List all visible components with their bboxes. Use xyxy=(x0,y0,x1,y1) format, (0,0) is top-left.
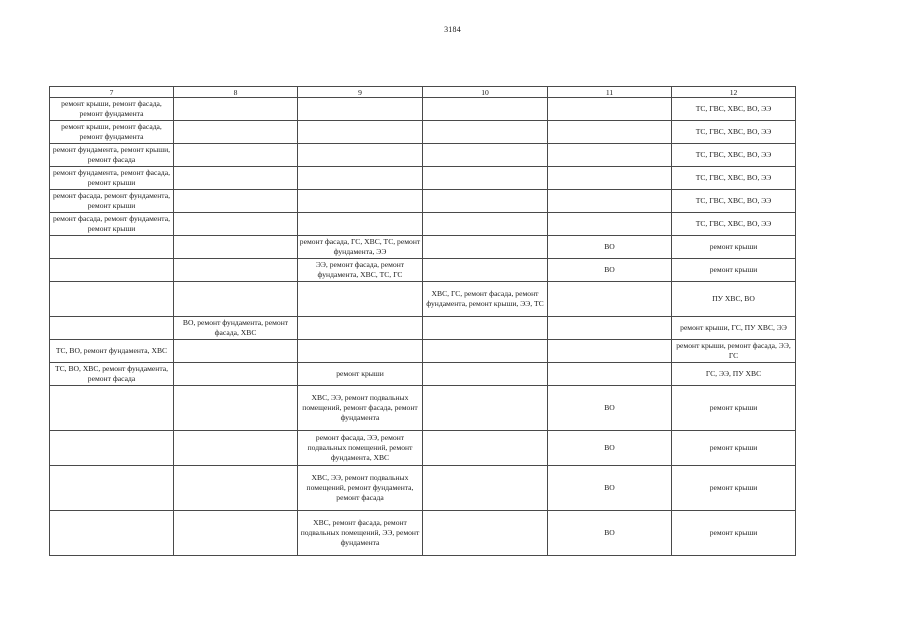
works-table xyxy=(49,86,796,556)
table-row xyxy=(50,190,796,213)
table-cell: ремонт крыши xyxy=(298,363,423,386)
table-cell xyxy=(423,431,548,466)
table-cell xyxy=(423,386,548,431)
table-cell xyxy=(423,317,548,340)
table-cell xyxy=(548,340,672,363)
table-cell xyxy=(298,282,423,317)
column-header: 7 xyxy=(50,87,174,98)
table-cell: ремонт фундамента, ремонт крыши, ремонт фасада xyxy=(50,144,174,167)
table-cell: ХВС, ЭЭ, ремонт подвальных помещений, ремонт фасада, ремонт фундамента xyxy=(298,386,423,431)
table-cell xyxy=(298,144,423,167)
table-cell xyxy=(548,144,672,167)
table-cell xyxy=(50,259,174,282)
table-cell xyxy=(423,121,548,144)
table-row xyxy=(50,121,796,144)
table-cell xyxy=(298,317,423,340)
table-cell: ТС, ГВС, ХВС, ВО, ЭЭ xyxy=(672,190,796,213)
table-cell: ремонт крыши xyxy=(672,386,796,431)
table-cell xyxy=(423,236,548,259)
table-row xyxy=(50,282,796,317)
table-cell xyxy=(174,213,298,236)
header-row xyxy=(50,87,796,98)
table-cell xyxy=(423,167,548,190)
table-cell xyxy=(50,317,174,340)
table-cell xyxy=(298,190,423,213)
table-cell xyxy=(50,386,174,431)
table-cell: ремонт фасада, ЭЭ, ремонт подвальных помещений, ремонт фундамента, ХВС xyxy=(298,431,423,466)
table-cell xyxy=(174,363,298,386)
table-cell: ТС, ГВС, ХВС, ВО, ЭЭ xyxy=(672,121,796,144)
table-cell: ВО xyxy=(548,466,672,511)
table-row xyxy=(50,259,796,282)
table-cell: ремонт крыши xyxy=(672,511,796,556)
table-cell: ТС, ГВС, ХВС, ВО, ЭЭ xyxy=(672,213,796,236)
table-cell xyxy=(174,282,298,317)
table-cell: ТС, ГВС, ХВС, ВО, ЭЭ xyxy=(672,144,796,167)
table-cell: ремонт крыши, ремонт фасада, ремонт фундамента xyxy=(50,121,174,144)
table-row xyxy=(50,466,796,511)
table-cell: ВО xyxy=(548,431,672,466)
table-cell xyxy=(298,121,423,144)
table-cell xyxy=(423,144,548,167)
table-cell: ТС, ВО, ремонт фундамента, ХВС xyxy=(50,340,174,363)
table-cell xyxy=(50,236,174,259)
table-cell xyxy=(548,167,672,190)
table-cell xyxy=(174,466,298,511)
table-row xyxy=(50,511,796,556)
table-cell xyxy=(548,98,672,121)
table-cell xyxy=(174,386,298,431)
table-cell xyxy=(174,144,298,167)
table-row xyxy=(50,98,796,121)
table-cell xyxy=(174,236,298,259)
table-cell xyxy=(423,259,548,282)
column-header: 12 xyxy=(672,87,796,98)
table-cell: ремонт фасада, ремонт фундамента, ремонт крыши xyxy=(50,190,174,213)
table-cell: ВО xyxy=(548,386,672,431)
table-cell: ремонт фундамента, ремонт фасада, ремонт крыши xyxy=(50,167,174,190)
table-cell xyxy=(50,511,174,556)
table-row xyxy=(50,144,796,167)
table-cell xyxy=(298,98,423,121)
table-cell: ВО xyxy=(548,511,672,556)
table-cell: ремонт фасада, ремонт фундамента, ремонт крыши xyxy=(50,213,174,236)
table-cell: ТС, ВО, ХВС, ремонт фундамента, ремонт фасада xyxy=(50,363,174,386)
table-body xyxy=(50,98,796,556)
table-cell xyxy=(174,190,298,213)
table-cell: ЭЭ, ремонт фасада, ремонт фундамента, ХВС, ТС, ГС xyxy=(298,259,423,282)
column-header: 11 xyxy=(548,87,672,98)
column-header: 9 xyxy=(298,87,423,98)
table-cell: ремонт крыши xyxy=(672,236,796,259)
table-cell xyxy=(174,167,298,190)
table-cell xyxy=(174,259,298,282)
table-cell xyxy=(298,213,423,236)
table-cell xyxy=(174,98,298,121)
table-cell: ВО xyxy=(548,259,672,282)
page-number: 3184 xyxy=(444,25,461,34)
table-row xyxy=(50,363,796,386)
table-cell: ТС, ГВС, ХВС, ВО, ЭЭ xyxy=(672,167,796,190)
table-cell xyxy=(423,190,548,213)
table-cell xyxy=(548,121,672,144)
table-cell: ВО xyxy=(548,236,672,259)
table-cell: ремонт фасада, ГС, ХВС, ТС, ремонт фундамента, ЭЭ xyxy=(298,236,423,259)
table-cell: ремонт крыши, ремонт фасада, ремонт фундамента xyxy=(50,98,174,121)
table-cell xyxy=(423,466,548,511)
table-cell xyxy=(298,340,423,363)
table-cell xyxy=(548,190,672,213)
table-cell: ХВС, ЭЭ, ремонт подвальных помещений, ремонт фундамента, ремонт фасада xyxy=(298,466,423,511)
table-row xyxy=(50,236,796,259)
table-cell: ремонт крыши xyxy=(672,259,796,282)
table-cell: ТС, ГВС, ХВС, ВО, ЭЭ xyxy=(672,98,796,121)
table-cell: ГС, ЭЭ, ПУ ХВС xyxy=(672,363,796,386)
table-cell xyxy=(548,213,672,236)
table-row xyxy=(50,317,796,340)
table-row xyxy=(50,213,796,236)
table-cell xyxy=(174,121,298,144)
table-row xyxy=(50,167,796,190)
table-cell xyxy=(423,98,548,121)
table-cell: ремонт крыши, ремонт фасада, ЭЭ, ГС xyxy=(672,340,796,363)
table-cell xyxy=(298,167,423,190)
table-cell: ХВС, ремонт фасада, ремонт подвальных помещений, ЭЭ, ремонт фундамента xyxy=(298,511,423,556)
table-cell xyxy=(423,213,548,236)
table-cell: ремонт крыши xyxy=(672,466,796,511)
table-cell xyxy=(50,431,174,466)
table-cell xyxy=(548,282,672,317)
table-cell xyxy=(423,511,548,556)
table-cell xyxy=(423,363,548,386)
table-cell xyxy=(548,363,672,386)
table-cell xyxy=(548,317,672,340)
table-row xyxy=(50,386,796,431)
table-row xyxy=(50,431,796,466)
column-header: 8 xyxy=(174,87,298,98)
column-header: 10 xyxy=(423,87,548,98)
table-cell xyxy=(50,282,174,317)
table-cell xyxy=(174,511,298,556)
table-row xyxy=(50,340,796,363)
table-cell xyxy=(174,431,298,466)
table-cell: ремонт крыши xyxy=(672,431,796,466)
table-cell: ПУ ХВС, ВО xyxy=(672,282,796,317)
table-cell xyxy=(50,466,174,511)
table-cell xyxy=(174,340,298,363)
table-cell: ремонт крыши, ГС, ПУ ХВС, ЭЭ xyxy=(672,317,796,340)
table-cell: ХВС, ГС, ремонт фасада, ремонт фундамента, ремонт крыши, ЭЭ, ТС xyxy=(423,282,548,317)
table-cell: ВО, ремонт фундамента, ремонт фасада, ХВС xyxy=(174,317,298,340)
table-cell xyxy=(423,340,548,363)
